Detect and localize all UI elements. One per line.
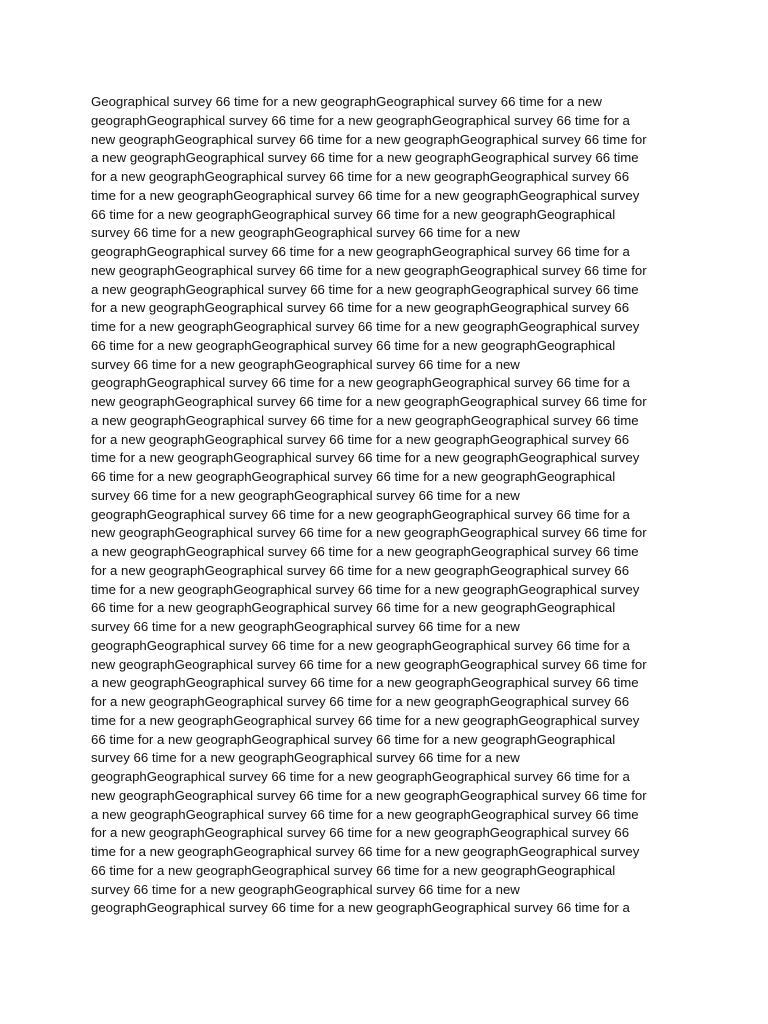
text-line: for a new geographGeographical survey 66 time for a new geographGeographical survey 66: [91, 825, 630, 841]
text-line: a new geographGeographical survey 66 time for a new geographGeographical survey 66 time: [91, 675, 639, 691]
text-line: time for a new geographGeographical survey 66 time for a new geographGeographical survey: [91, 319, 640, 334]
text-line: geographGeographical survey 66 time for a new geographGeographical survey 66 time for a: [91, 506, 630, 522]
text-line: 66 time for a new geographGeographical survey 66 time for a new geographGeographical: [91, 337, 616, 353]
text-line: for a new geographGeographical survey 66 time for a new geographGeographical survey 66: [91, 300, 630, 316]
text-line: new geographGeographical survey 66 time for a new geographGeographical survey 66 time for: [91, 787, 647, 803]
text-line: 66 time for a new geographGeographical survey 66 time for a new geographGeographical: [91, 469, 616, 484]
text-line: 66 time for a new geographGeographical survey 66 time for a new geographGeographical: [91, 600, 616, 616]
text-line: geographGeographical survey 66 time for a new geographGeographical survey 66 time for a: [91, 900, 630, 916]
text-line: time for a new geographGeographical survey 66 time for a new geographGeographical survey: [91, 844, 640, 859]
text-line: new geographGeographical survey 66 time for a new geographGeographical survey 66 time for: [91, 656, 647, 672]
document-body: [91, 93, 691, 918]
text-line: geographGeographical survey 66 time for a new geographGeographical survey 66 time for a: [91, 637, 630, 653]
text-line: geographGeographical survey 66 time for a new geographGeographical survey 66 time for a: [91, 112, 630, 128]
text-line: new geographGeographical survey 66 time for a new geographGeographical survey 66 time for: [91, 262, 647, 278]
text-line: for a new geographGeographical survey 66 time for a new geographGeographical survey 66: [91, 694, 630, 709]
text-line: for a new geographGeographical survey 66 time for a new geographGeographical survey 66: [91, 562, 630, 578]
text-line: new geographGeographical survey 66 time for a new geographGeographical survey 66 time for: [91, 525, 647, 541]
text-line: for a new geographGeographical survey 66 time for a new geographGeographical survey 66: [91, 431, 630, 447]
text-line: new geographGeographical survey 66 time for a new geographGeographical survey 66 time for: [91, 131, 647, 147]
text-line: survey 66 time for a new geographGeographical survey 66 time for a new: [91, 356, 520, 372]
text-line: 66 time for a new geographGeographical survey 66 time for a new geographGeographical: [91, 731, 616, 747]
text-line: time for a new geographGeographical survey 66 time for a new geographGeographical survey: [91, 581, 640, 597]
text-line: a new geographGeographical survey 66 time for a new geographGeographical survey 66 time: [91, 412, 639, 428]
text-line: geographGeographical survey 66 time for a new geographGeographical survey 66 time for a: [91, 769, 630, 784]
text-line: survey 66 time for a new geographGeographical survey 66 time for a new: [91, 225, 520, 241]
text-line: Geographical survey 66 time for a new geographGeographical survey 66 time for a new: [91, 94, 602, 109]
text-line: for a new geographGeographical survey 66 time for a new geographGeographical survey 66: [91, 169, 630, 184]
text-line: geographGeographical survey 66 time for a new geographGeographical survey 66 time for a: [91, 375, 630, 391]
text-line: survey 66 time for a new geographGeographical survey 66 time for a new: [91, 619, 520, 634]
text-line: 66 time for a new geographGeographical survey 66 time for a new geographGeographical: [91, 206, 616, 222]
text-line: time for a new geographGeographical survey 66 time for a new geographGeographical survey: [91, 712, 640, 728]
text-line: a new geographGeographical survey 66 time for a new geographGeographical survey 66 time: [91, 150, 639, 166]
text-line: survey 66 time for a new geographGeographical survey 66 time for a new: [91, 487, 520, 503]
text-line: a new geographGeographical survey 66 time for a new geographGeographical survey 66 time: [91, 544, 639, 559]
text-line: geographGeographical survey 66 time for a new geographGeographical survey 66 time for a: [91, 244, 630, 259]
text-line: new geographGeographical survey 66 time for a new geographGeographical survey 66 time for: [91, 394, 647, 409]
text-line: 66 time for a new geographGeographical survey 66 time for a new geographGeographical: [91, 862, 616, 878]
text-line: a new geographGeographical survey 66 time for a new geographGeographical survey 66 time: [91, 281, 639, 297]
text-line: time for a new geographGeographical survey 66 time for a new geographGeographical survey: [91, 450, 640, 466]
text-line: a new geographGeographical survey 66 time for a new geographGeographical survey 66 time: [91, 806, 639, 822]
text-line: time for a new geographGeographical survey 66 time for a new geographGeographical survey: [91, 187, 640, 203]
text-line: survey 66 time for a new geographGeographical survey 66 time for a new: [91, 881, 520, 897]
text-line: survey 66 time for a new geographGeographical survey 66 time for a new: [91, 750, 520, 766]
